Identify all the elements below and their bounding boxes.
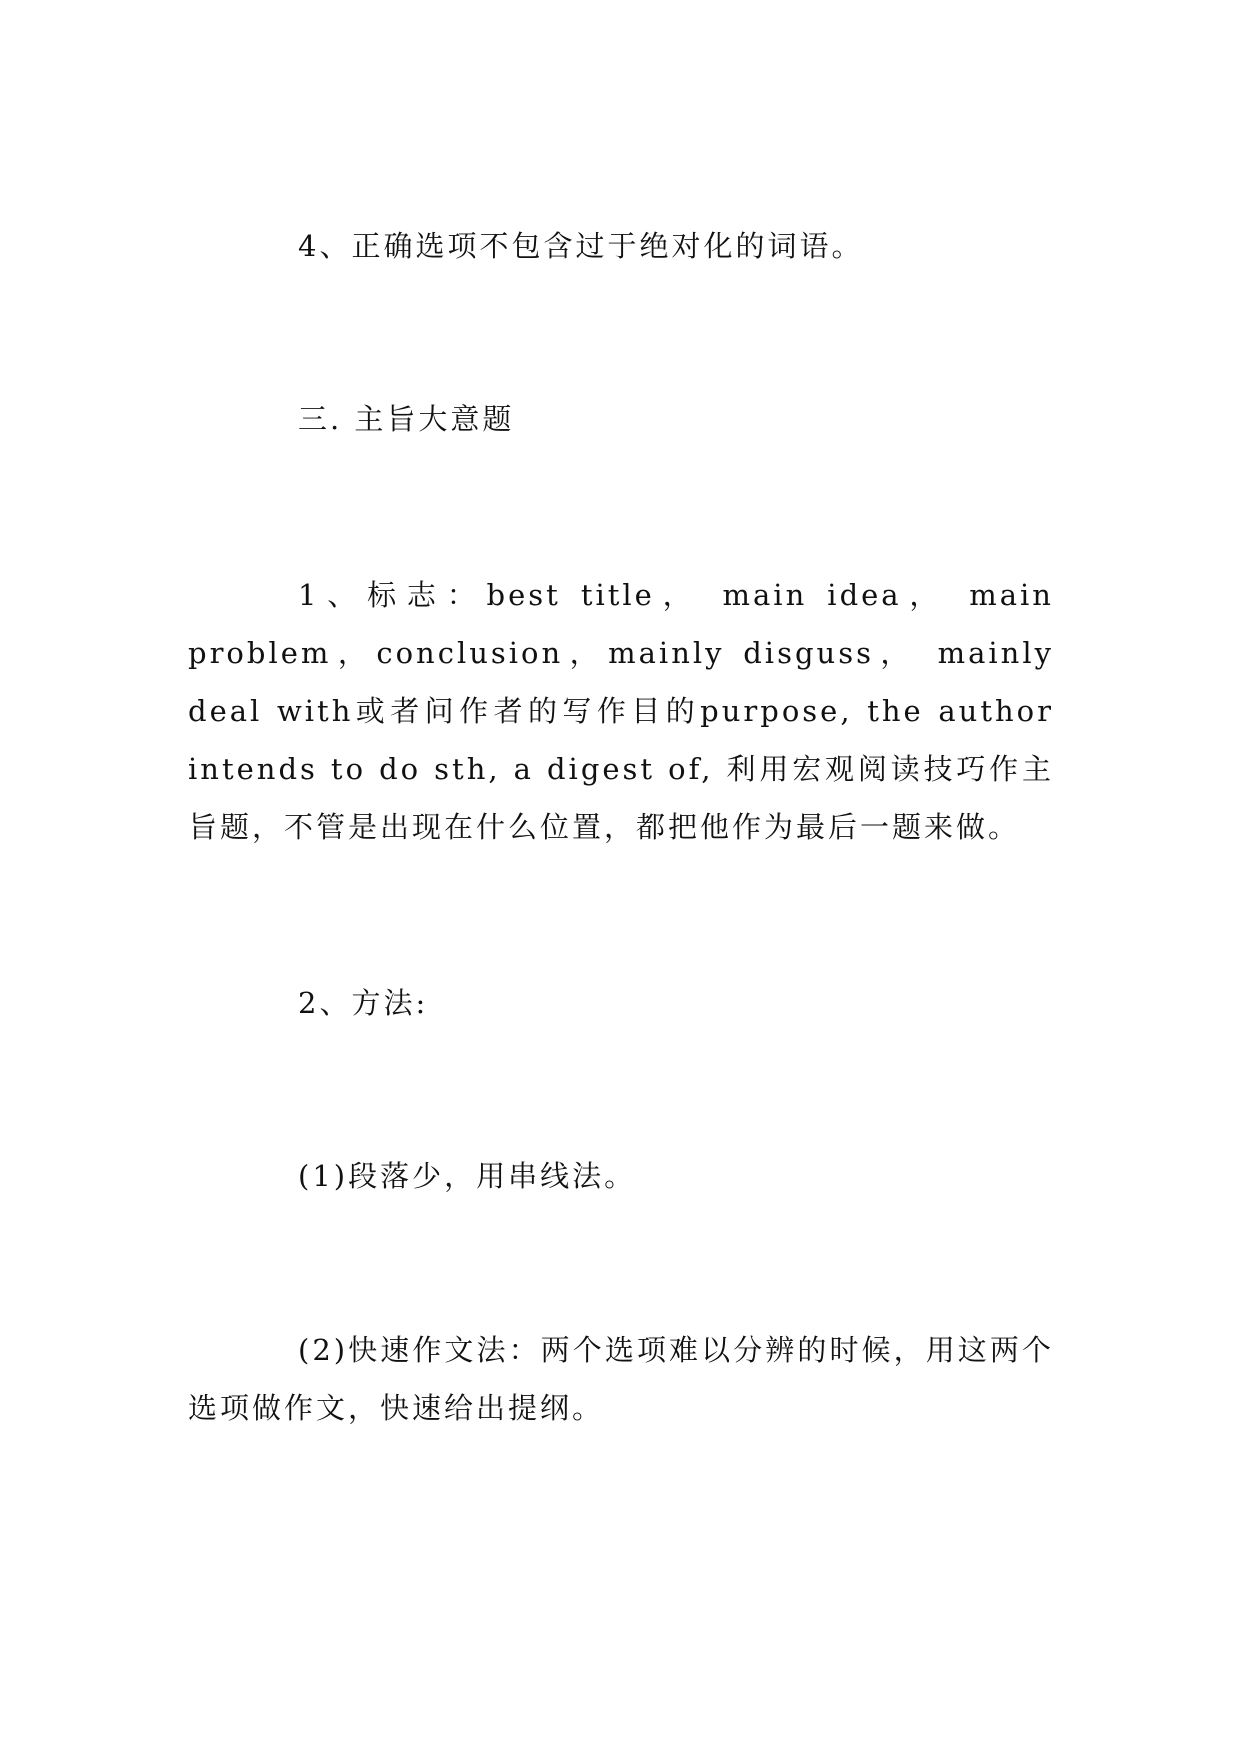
- paragraph-point-4: 4、正确选项不包含过于绝对化的词语。: [298, 229, 864, 263]
- section-heading-main-idea: 三. 主旨大意题: [298, 402, 515, 436]
- paragraph-method-1: (1)段落少，用串线法。: [298, 1159, 637, 1193]
- paragraph-method-2: (2)快速作文法：两个选项难以分辨的时候，用这两个选项做作文，快速给出提纲。: [188, 1333, 1054, 1425]
- paragraph-signs: 1、标志：best title， main idea， main problem，conclusion，mainly disguss， mainly deal with或者问作者的写作目的purpose, the author intends to do sth, a digest of, 利用宏观阅读技巧作主旨题，不管是出现在什么位置，都把他作为最后一题来做。: [188, 578, 1054, 844]
- paragraph-methods: 2、方法:: [298, 986, 429, 1020]
